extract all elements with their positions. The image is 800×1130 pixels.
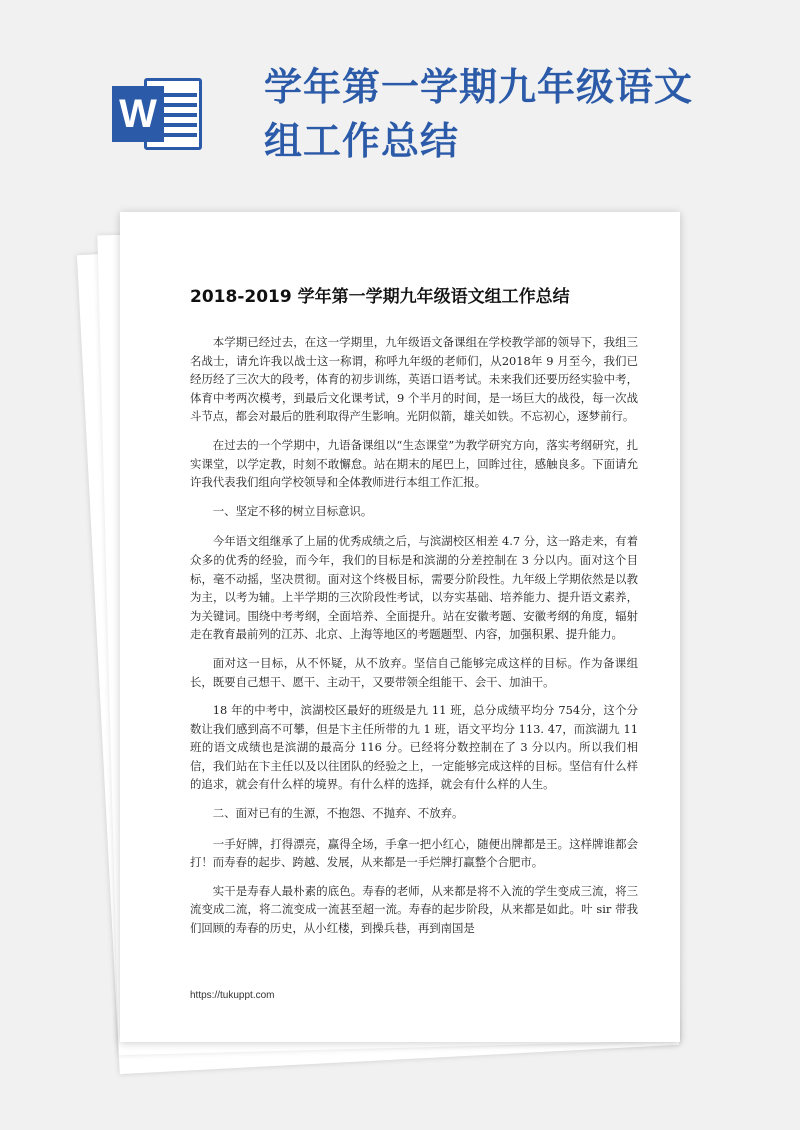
word-icon — [112, 68, 212, 158]
paragraph: 面对这一目标，从不怀疑，从不放弃。坚信自己能够完成这样的目标。作为备课组长，既要自己想干、愿干、主动干，又要带领全组能干、会干、加油干。 — [190, 655, 638, 689]
paragraph: 18 年的中考中，滨湖校区最好的班级是九 11 班，总分成绩平均分 754分，这个分数让我们感到高不可攀，但是卞主任所带的九 1 班，语文平均分 113. 47，而滨湖九 11 班的语文成绩也是滨湖的最高分 116 分。已经将分数控制在了 3 分以内。所以我们相信，我们站在卞主任以及以往团队的经验之上，一定能够完成这样的目标。坚信有什么样的追求，就会有什么样的境界。有什么样的选择，就会有什么样的人生。 — [190, 703, 638, 792]
word-letter: W — [112, 86, 164, 142]
document-page — [120, 212, 680, 1042]
footer-url: https://tukuppt.com — [190, 990, 275, 1001]
paragraph: 本学期已经过去，在这一学期里，九年级语文备课组在学校教学部的领导下，我组三名战士，请允许我以战士这一称谓，称呼九年级的老师们，从2018年 9 月至今，我们已经历经了三次大的段考，体育的初步训练，英语口语考试。未来我们还要历经实验中考，体育中考两次模考，到最后文化课考试，9 个半月的时间，是一场巨大的战役，每一次战斗节点，都会对最后的胜利取得产生影响。光阴似箭，雄关如铁。不忘初心，逐梦前行。 — [190, 335, 638, 424]
paragraph: 实干是寿春人最朴素的底色。寿春的老师，从来都是将不入流的学生变成三流，将三流变成二流，将二流变成一流甚至超一流。寿春的起步阶段，从来都是如此。叶 sir 带我们回顾的寿春的历史，从小红楼，到操兵巷，再到南国是 — [190, 883, 638, 936]
paragraph: 一手好牌，打得漂亮，赢得全场，手拿一把小红心，随便出牌都是王。这样牌谁都会打！而寿春的起步、跨越、发展，从来都是一手烂牌打赢整个合肥市。 — [190, 836, 638, 870]
banner-title: 学年第一学期九年级语文组工作总结 — [264, 65, 694, 163]
header-banner — [0, 0, 800, 200]
document-title: 2018-2019 学年第一学期九年级语文组工作总结 — [190, 287, 570, 307]
paragraph: 今年语文组继承了上届的优秀成绩之后，与滨湖校区相差 4.7 分，这一路走来，有着众多的优秀的经验，而今年，我们的目标是和滨湖的分差控制在 3 分以内。面对这个目标，毫不动摇，坚决贯彻。面对这个终极目标，需要分阶段性。九年级上学期依然是以教为主，以考为辅。上半学期的三次阶段性考试，以夯实基础、培养能力、提升语文素养，为关键词。围绕中考考纲，全面培养、全面提升。站在安徽考题、安徽考纲的角度，辐射走在教育最前列的江苏、北京、上海等地区的考题题型、内容，加强积累、提升能力。 — [190, 534, 638, 642]
paragraph: 在过去的一个学期中，九语备课组以“生态课堂”为教学研究方向，落实考纲研究，扎实课堂，以学定教，时刻不敢懈怠。站在期末的尾巴上，回眸过往，感触良多。下面请允许我代表我们组向学校领导和全体教师进行本组工作汇报。 — [190, 437, 638, 490]
section-heading: 二、面对已有的生源，不抱怨、不抛弃、不放弃。 — [212, 806, 464, 821]
section-heading: 一、坚定不移的树立目标意识。 — [212, 503, 373, 518]
